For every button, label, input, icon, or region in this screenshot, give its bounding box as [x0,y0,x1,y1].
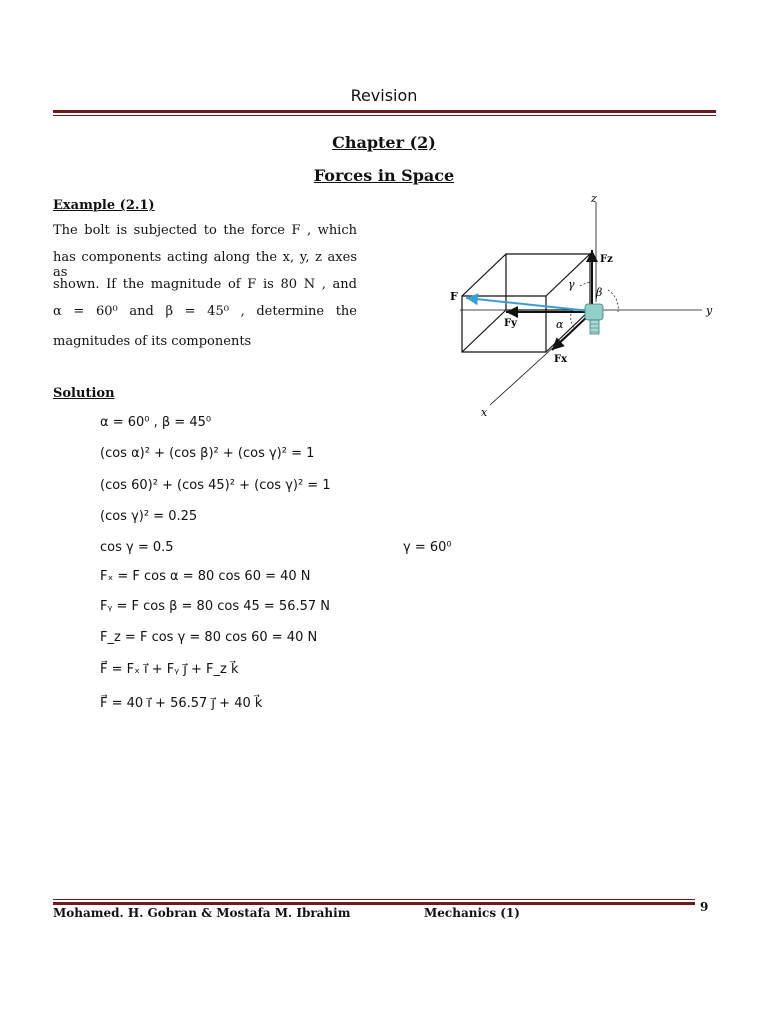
solution-eq-5: cos γ = 0.5 [100,540,174,555]
footer-course: Mechanics (1) [424,906,520,920]
footer-divider-thin [53,899,695,900]
example-title: Example (2.1) [53,198,155,213]
solution-eq-vector-final: F⃗ = 40 i⃗ + 56.57 j⃗ + 40 k⃗ [100,696,263,711]
gamma-label: γ [568,278,575,291]
solution-eq-2: (cos α)² + (cos β)² + (cos γ)² = 1 [100,446,315,461]
fz-label: Fz [600,254,613,265]
solution-eq-1: α = 60⁰ , β = 45⁰ [100,415,212,430]
chapter-title: Chapter (2) [332,133,436,152]
solution-eq-vector: F⃗ = Fₓ i⃗ + Fᵧ j⃗ + F_z k⃗ [100,662,239,677]
page-number: 9 [700,900,709,914]
beta-label: β [596,286,603,299]
bolt [585,304,603,334]
solution-eq-fx: Fₓ = F cos α = 80 cos 60 = 40 N [100,569,311,584]
example-line-3: shown. If the magnitude of F is 80 N , and [53,277,357,292]
fy-label: Fy [504,318,517,329]
header-divider [53,110,716,113]
solution-eq-fy: Fᵧ = F cos β = 80 cos 45 = 56.57 N [100,599,331,614]
solution-title: Solution [53,386,115,401]
fx-label: Fx [554,354,568,365]
example-line-1: The bolt is subjected to the force F , which [53,223,357,238]
solution-eq-fz: F_z = F cos γ = 80 cos 60 = 40 N [100,630,318,645]
force-figure [440,190,730,425]
alpha-label: α [556,318,564,331]
section-title: Forces in Space [313,166,455,185]
solution-eq-4: (cos γ)² = 0.25 [100,509,198,524]
page-header-title: Revision [350,86,418,105]
gamma-result: γ = 60⁰ [403,540,452,555]
footer-authors: Mohamed. H. Gobran & Mostafa M. Ibrahim [53,906,351,920]
box-wireframe [462,254,590,352]
z-label: z [591,192,597,205]
y-label: y [706,304,713,317]
example-line-2: has components acting along the x, y, z axes as [53,250,357,280]
solution-eq-3: (cos 60)² + (cos 45)² + (cos γ)² = 1 [100,478,331,493]
example-line-5: magnitudes of its components [53,334,252,349]
force-arrow [466,298,590,311]
x-label: x [481,406,488,419]
header-divider-thin [53,115,716,116]
f-label: F [450,290,458,303]
footer-divider [53,902,695,905]
example-line-4: α = 60⁰ and β = 45⁰ , determine the [53,304,357,319]
